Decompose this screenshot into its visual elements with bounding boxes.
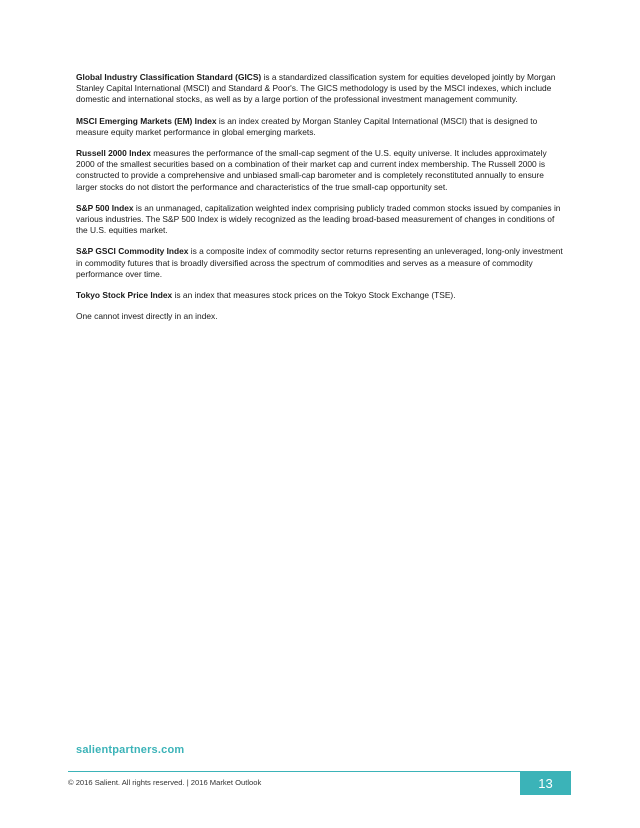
definition-text: is a composite index of commodity sector returns representing an unleveraged, long-only investment in commodity futures that is broadly diversified across the spectrum of commodities and serves as a measure of commodity performance over time.: [76, 246, 563, 279]
definition-msci-em: [76, 116, 564, 138]
footer-divider: [68, 771, 520, 772]
definition-sp-gsci: [76, 246, 564, 280]
definition-text: measures the performance of the small-cap segment of the U.S. equity universe. It includes approximately 2000 of the smallest securities based on a combination of their market cap and current index membership. The Russell 2000 is constructed to provide a comprehensive and unbiased small-cap barometer and is completely reconstituted annually to ensure larger stocks do not distort the performance and characteristics of the true small-cap opportunity set.: [76, 148, 547, 192]
definition-term: S&P GSCI Commodity Index: [76, 246, 189, 257]
definitions-body: [76, 72, 564, 332]
definition-text: is a standardized classification system for equities developed jointly by Morgan Stanley Capital International (MSCI) and Standard & Poor's. The GICS methodology is used by the MSCI indexes, which include domestic and international stocks, as well as by a large portion of the professional investment management community.: [76, 72, 556, 105]
page-number: 13: [538, 775, 553, 791]
definition-term: Russell 2000 Index: [76, 148, 151, 159]
definition-term: Global Industry Classification Standard (GICS): [76, 72, 262, 82]
definition-sp500: [76, 203, 564, 237]
definition-term: MSCI Emerging Markets (EM) Index: [76, 115, 217, 126]
definition-russell-2000: [76, 148, 564, 193]
disclaimer: One cannot invest directly in an index.: [76, 311, 218, 322]
definition-term: S&P 500 Index: [76, 202, 134, 213]
definition-topix: [76, 290, 564, 301]
definition-term: Tokyo Stock Price Index: [76, 290, 173, 301]
definition-text: is an index that measures stock prices on the Tokyo Stock Exchange (TSE).: [172, 290, 456, 301]
page-number-badge: [520, 771, 571, 795]
definition-text: is an unmanaged, capitalization weighted index comprising publicly traded common stocks issued by companies in various industries. The S&P 500 Index is widely recognized as the leading broad-based measurement of changes in conditions of the U.S. equities market.: [76, 202, 561, 236]
definition-text: is an index created by Morgan Stanley Capital International (MSCI) that is designed to measure equity market performance in global emerging markets.: [76, 115, 538, 137]
definition-gics: [76, 72, 564, 106]
footer-copyright: © 2016 Salient. All rights reserved. | 2016 Market Outlook: [68, 778, 262, 787]
footer-website-link[interactable]: salientpartners.com: [76, 744, 185, 756]
